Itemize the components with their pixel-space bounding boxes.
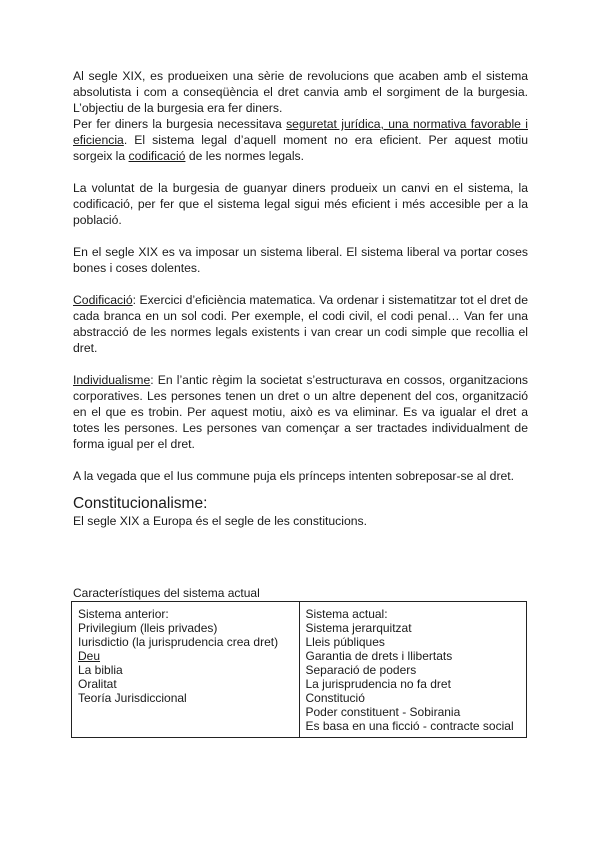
list-item: Sistema jerarquitzat <box>305 621 412 635</box>
list-item: Sistema actual: <box>305 607 388 621</box>
legal-certainty-term: seguretat jurídica, una normativa favorable i eficiencia <box>73 117 529 147</box>
individualisme-heading: Individualisme <box>73 373 151 387</box>
paragraph-ius-commune: A la vegada que el Ius commune puja els prínceps intenten sobreposar-se al dret. <box>73 469 515 483</box>
paragraph-liberal: En el segle XIX es va imposar un sistema liberal. El sistema liberal va portar coses bones i coses dolentes. <box>73 245 528 275</box>
codification-term: codificació <box>128 149 186 163</box>
list-item: Oralitat <box>78 677 117 691</box>
table-caption: Característiques del sistema actual <box>73 586 260 600</box>
list-item: Separació de poders <box>305 663 417 677</box>
previous-system-cell <box>72 602 300 738</box>
paragraph-individualisme <box>73 372 528 452</box>
codificacio-text: : Exercici d’eficiència matematica. Va ordenar i sistematitzar tot el dret de cada branca en un sol codi. Per exemple, el codi civil, el codi penal… Van fer una abstracció de les normes legals existents i van crear un codi simple que recollia el dret. <box>73 293 528 355</box>
document-body <box>73 68 528 529</box>
list-item: Deu <box>78 649 101 663</box>
p2-text-a: Per fer diners la burgesia necessitava <box>73 117 287 131</box>
p2-text-b: . El sistema legal d’aquell moment no era eficient. Per aquest motiu sorgeix la <box>73 133 528 163</box>
section-heading: Constitucionalisme: <box>73 495 208 512</box>
current-system-cell <box>299 602 527 738</box>
list-item: Constitució <box>305 691 365 705</box>
list-item: Garantia de drets i llibertats <box>305 649 453 663</box>
list-item: Es basa en una ficció - contracte social <box>305 719 514 733</box>
list-item: Privilegium (lleis privades) <box>78 621 218 635</box>
list-item: Lleis públiques <box>305 635 385 649</box>
paragraph-will: La voluntat de la burgesia de guanyar diners produeix un canvi en el sistema, la codificació, per fer que el sistema legal sigui més eficient i més accesible per a la població. <box>73 181 528 227</box>
paragraph-codificacio <box>73 292 528 356</box>
list-item: Iurisdictio (la jurisprudencia crea dret) <box>78 635 279 649</box>
table-row <box>72 602 527 738</box>
list-item: La jurisprudencia no fa dret <box>305 677 451 691</box>
paragraph-burgesia <box>73 116 528 164</box>
p2-text-c: de les normes legals. <box>185 149 305 163</box>
individualisme-text: : En l’antic règim la societat s’estructurava en cossos, organitzacions corporatives. Les persones tenen un dret o un altre depenent del cos, organització en el que es trobin. Per aquest motiu, això es va eliminar. Es va igualar el dret a totes les persones. Les persones van començar a ser tractades individualment de forma igual per el dret. <box>73 373 528 451</box>
list-item: Teoría Jurisdiccional <box>78 691 187 705</box>
list-item: Poder constituent - Sobirania <box>305 705 461 719</box>
list-item: La biblia <box>78 663 123 677</box>
codificacio-heading: Codificació <box>73 293 133 307</box>
list-item: Sistema anterior: <box>78 607 169 621</box>
paragraph-constitutions: El segle XIX a Europa és el segle de les constitucions. <box>73 514 368 528</box>
paragraph-revolutions: Al segle XIX, es produeixen una sèrie de revolucions que acaben amb el sistema absolutista i com a conseqüència el dret canvia amb el sorgiment de la burgesia. L’objectiu de la burgesia era fer diners. <box>73 69 528 115</box>
comparison-table <box>71 601 527 738</box>
